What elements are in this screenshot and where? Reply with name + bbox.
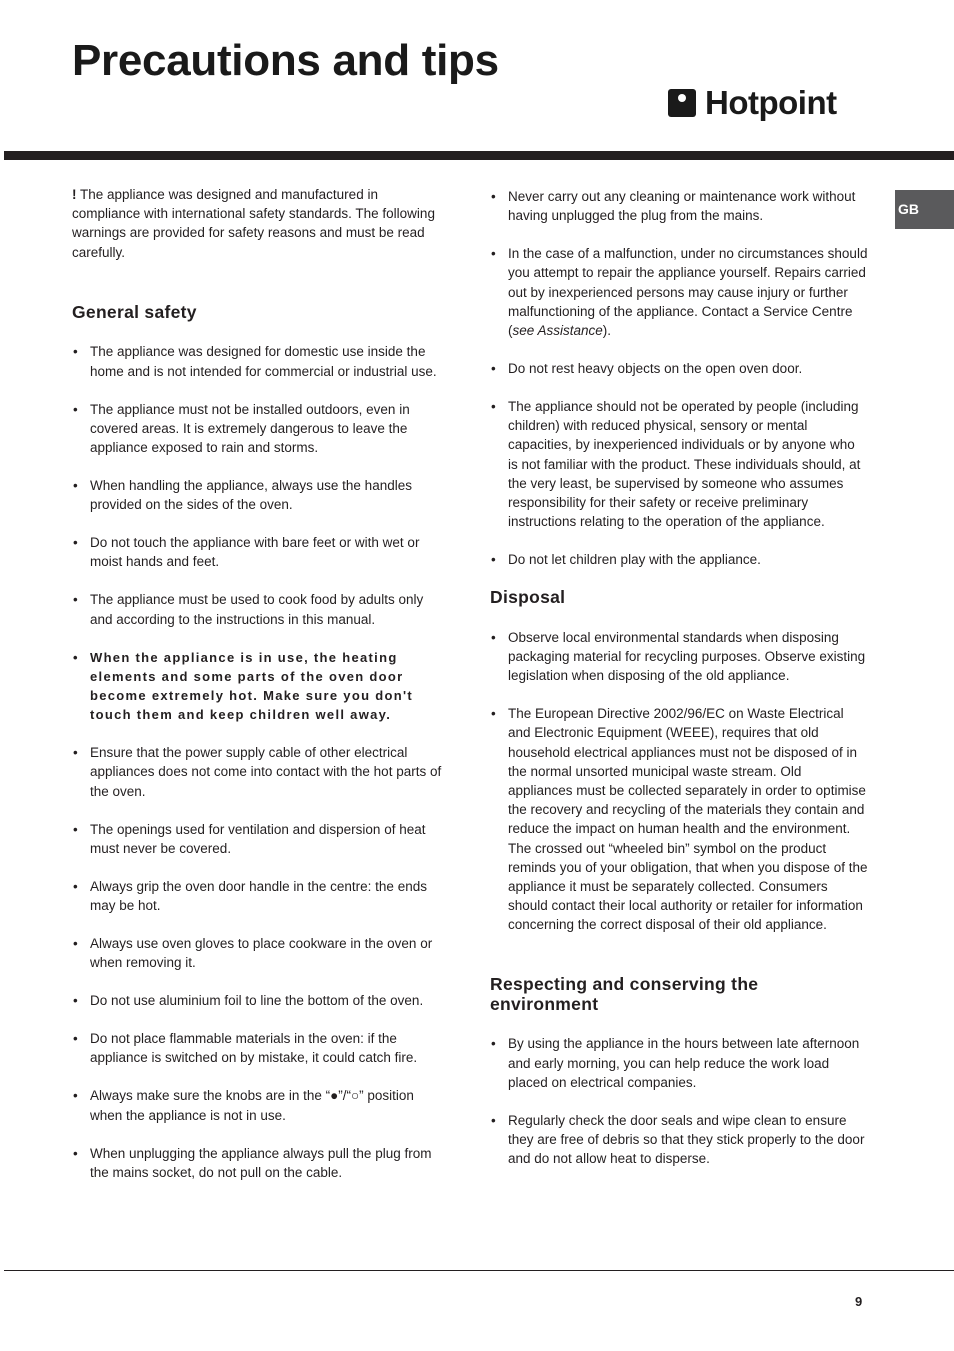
warning-mark: ! — [72, 187, 77, 202]
disposal-list — [490, 628, 868, 935]
list-item: • When unplugging the appliance always pull the plug from the mains socket, do not pull on the cable. — [72, 1144, 442, 1182]
list-item: • Do not place flammable materials in the oven: if the appliance is switched on by mistake, it could catch fire. — [72, 1029, 442, 1067]
environment-heading: Respecting and conserving the environment — [490, 974, 759, 1014]
list-item: • Regularly check the door seals and wipe clean to ensure they are free of debris so that they stick properly to the door and do not allow heat to disperse. — [490, 1111, 868, 1169]
environment-list — [490, 1034, 868, 1168]
list-item: • The appliance was designed for domestic use inside the home and is not intended for commercial or industrial use. — [72, 342, 442, 380]
general-safety-list — [72, 342, 442, 1182]
general-safety-list-continued — [490, 187, 868, 569]
brand-logo-icon — [668, 89, 696, 117]
language-tab: GB — [895, 190, 954, 229]
page-number: 9 — [855, 1294, 863, 1309]
header-divider — [4, 151, 954, 160]
left-column — [72, 185, 442, 1201]
list-item: • Always use oven gloves to place cookware in the oven or when removing it. — [72, 934, 442, 972]
list-item-text: ). — [602, 323, 612, 339]
general-safety-heading: General safety — [72, 301, 197, 322]
intro-text: The appliance was designed and manufactured in compliance with international safety standards. The following warnings are provided for safety reasons and must be read carefully. — [72, 187, 435, 260]
list-item: • Do not rest heavy objects on the open oven door. — [490, 359, 868, 378]
section-spacer — [490, 953, 868, 975]
list-item: • Always grip the oven door handle in the centre: the ends may be hot. — [72, 877, 442, 915]
list-item: • The appliance must not be installed outdoors, even in covered areas. It is extremely dangerous to leave the appliance exposed to rain and storms. — [72, 400, 442, 458]
list-item: • Never carry out any cleaning or maintenance work without having unplugged the plug from the mains. — [490, 187, 868, 225]
list-item: • By using the appliance in the hours between late afternoon and early morning, you can help reduce the work load placed on electrical companies. — [490, 1034, 868, 1092]
disposal-heading: Disposal — [490, 587, 566, 608]
list-item: • Do not let children play with the appliance. — [490, 550, 868, 569]
list-item — [490, 244, 868, 340]
list-item: • The European Directive 2002/96/EC on Waste Electrical and Electronic Equipment (WEEE), requires that old household electrical appliances must not be disposed of in the normal unsorted municipal waste stream. Old appliances must be collected separately in order to optimise the recovery and recycling of the materials they contain and reduce the impact on human health and the environment. The crossed out “wheeled bin” symbol on the product reminds you of your obligation, that when you dispose of the appliance it must be separately collected. Consumers should contact their local authority or retailer for information concerning the correct disposal of their old appliance. — [490, 704, 868, 934]
list-item: • Ensure that the power supply cable of other electrical appliances does not come into contact with the hot parts of the oven. — [72, 743, 442, 801]
brand-name: Hotpoint — [705, 84, 837, 121]
footer-divider — [4, 1270, 954, 1271]
list-item: • The appliance must be used to cook food by adults only and according to the instructions in this manual. — [72, 590, 442, 628]
list-item: • Do not touch the appliance with bare feet or with wet or moist hands and feet. — [72, 533, 442, 571]
page-title: Precautions and tips — [72, 36, 499, 85]
list-item: • The appliance should not be operated by people (including children) with reduced physical, sensory or mental capacities, by inexperienced individuals or by anyone who is not familiar with the product. These individuals should, at the very least, be supervised by someone who assumes responsibility for their safety or receive preliminary instructions relating to the operation of the appliance. — [490, 397, 868, 531]
list-item: • Do not use aluminium foil to line the bottom of the oven. — [72, 991, 442, 1010]
list-item: • Always make sure the knobs are in the “●”/“○” position when the appliance is not in use. — [72, 1086, 442, 1124]
list-item-text: In the case of a malfunction, under no circumstances should you attempt to repair the appliance yourself. Repairs carried out by inexperienced persons may cause injury or further malfunctioning of the appliance. Contact a Service Centre ( — [508, 246, 868, 339]
list-item: • The openings used for ventilation and dispersion of heat must never be covered. — [72, 820, 442, 858]
list-item: • Observe local environmental standards when disposing packaging material for recycling purposes. Observe existing legislation when disposing of the old appliance. — [490, 628, 868, 686]
list-item: • When handling the appliance, always use the handles provided on the sides of the oven. — [72, 476, 442, 514]
see-assistance-reference: see Assistance — [512, 323, 603, 339]
right-column — [490, 187, 868, 1187]
intro-paragraph — [72, 185, 442, 262]
list-item-warning: • When the appliance is in use, the heating elements and some parts of the oven door become extremely hot. Make sure you don't touch them and keep children well away. — [72, 648, 442, 725]
brand-logo — [668, 86, 837, 120]
